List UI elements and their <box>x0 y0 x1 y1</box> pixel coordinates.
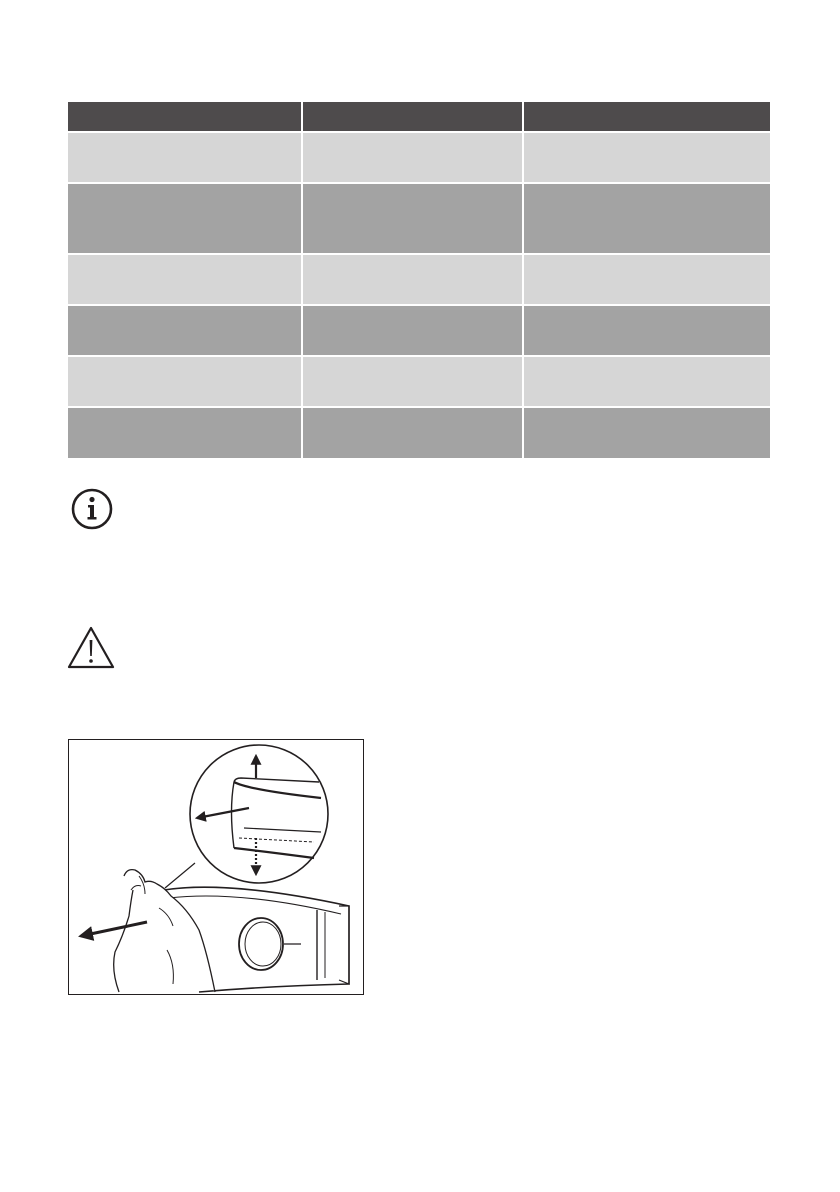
information-icon <box>71 488 113 530</box>
table-cell <box>68 183 302 254</box>
table-cell <box>523 254 770 305</box>
table-cell <box>68 254 302 305</box>
table-cell <box>68 132 302 183</box>
table-row <box>68 132 770 183</box>
table-row <box>68 254 770 305</box>
table-header-cell <box>68 102 302 132</box>
table-cell <box>523 132 770 183</box>
table-cell <box>523 407 770 458</box>
pull-arrow <box>81 922 147 936</box>
table-header-cell <box>523 102 770 132</box>
specification-table <box>68 102 770 458</box>
table-cell <box>302 183 523 254</box>
table-cell <box>302 254 523 305</box>
shelf-removal-illustration <box>68 739 364 995</box>
table-row <box>68 183 770 254</box>
table-row <box>68 407 770 458</box>
table-cell <box>302 305 523 356</box>
table-row <box>68 356 770 407</box>
table-cell <box>68 356 302 407</box>
table-cell <box>302 356 523 407</box>
table-header-row <box>68 102 770 132</box>
table-cell <box>68 305 302 356</box>
table-row <box>68 305 770 356</box>
table-cell <box>302 132 523 183</box>
table-cell <box>68 407 302 458</box>
table-cell <box>302 407 523 458</box>
table-cell <box>523 356 770 407</box>
warning-triangle-icon <box>66 625 116 671</box>
table-header-cell <box>302 102 523 132</box>
table-cell <box>523 305 770 356</box>
detail-magnifier <box>190 745 328 883</box>
table-cell <box>523 183 770 254</box>
